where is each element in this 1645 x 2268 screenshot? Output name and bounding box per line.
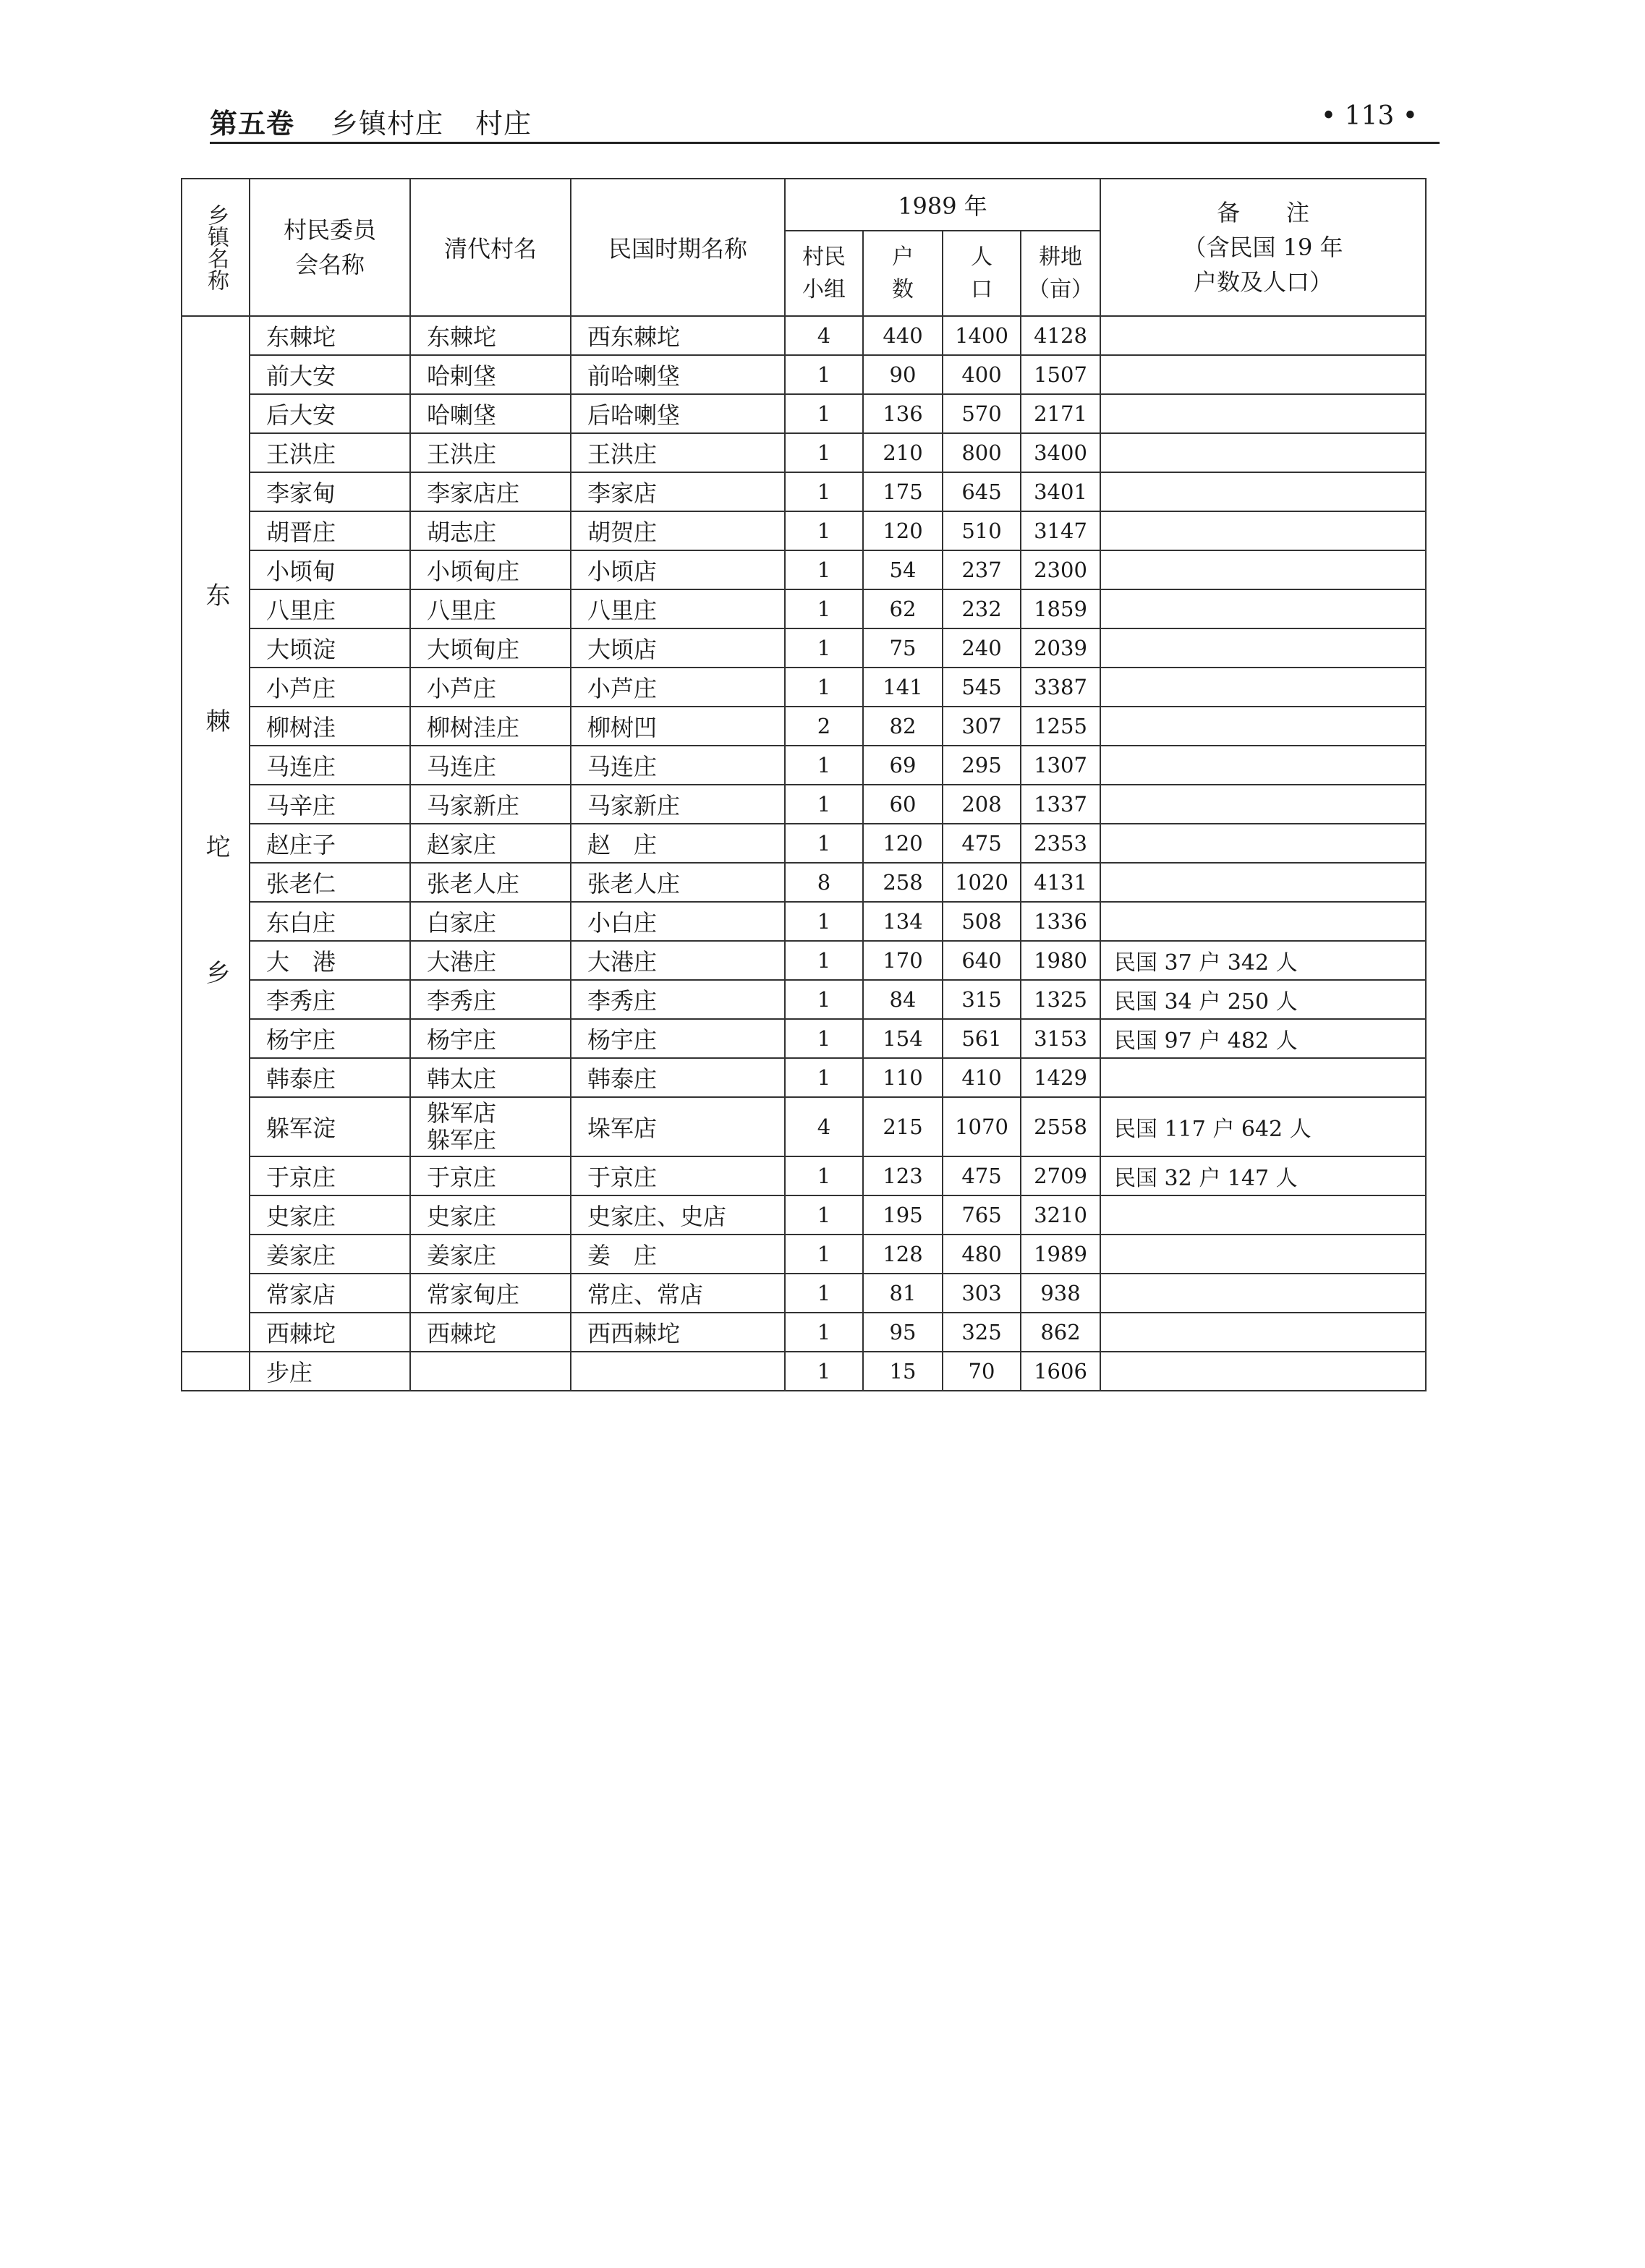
farmland-cell: 1255 [1021,707,1100,746]
remarks-column-header: 备 注 （含民国 19 年 户数及人口） [1100,179,1426,316]
population-cell: 325 [943,1313,1021,1352]
groups-cell: 1 [785,550,863,589]
qing-name-cell: 王洪庄 [410,433,571,472]
republic-name-cell: 马家新庄 [571,785,785,824]
remarks-cell [1100,863,1426,902]
farmland-cell: 1307 [1021,746,1100,785]
population-cell: 400 [943,355,1021,394]
qing-name-cell: 大港庄 [410,941,571,980]
households-cell: 215 [863,1097,943,1156]
groups-cell: 1 [785,1156,863,1195]
qing-name-cell: 李秀庄 [410,980,571,1019]
subsection-label: 村庄 [475,108,532,140]
committee-name-cell: 王洪庄 [250,433,410,472]
qing-name-cell: 白家庄 [410,902,571,941]
qing-name-cell: 柳树洼庄 [410,707,571,746]
farmland-cell: 4131 [1021,863,1100,902]
table-row [182,628,1426,668]
farmland-cell: 1336 [1021,902,1100,941]
groups-cell: 1 [785,1274,863,1313]
table-row [182,589,1426,628]
farmland-cell: 2353 [1021,824,1100,863]
population-cell: 765 [943,1195,1021,1235]
farmland-cell: 2039 [1021,628,1100,668]
population-cell: 410 [943,1058,1021,1097]
farmland-cell: 1989 [1021,1235,1100,1274]
table-row [182,1195,1426,1235]
committee-name-cell: 姜家庄 [250,1235,410,1274]
households-cell: 195 [863,1195,943,1235]
groups-cell: 1 [785,824,863,863]
header-rule [210,142,1440,144]
households-cell: 440 [863,316,943,355]
table-row [182,1235,1426,1274]
remarks-cell: 民国 32 户 147 人 [1100,1156,1426,1195]
farmland-cell: 1337 [1021,785,1100,824]
population-cell: 570 [943,394,1021,433]
committee-name-cell: 史家庄 [250,1195,410,1235]
population-cell: 295 [943,746,1021,785]
table-row [182,1352,1426,1391]
households-cell: 154 [863,1019,943,1058]
remarks-cell [1100,550,1426,589]
population-cell: 237 [943,550,1021,589]
qing-name-cell: 八里庄 [410,589,571,628]
remarks-cell [1100,472,1426,511]
households-cell: 15 [863,1352,943,1391]
table-row [182,707,1426,746]
republic-name-cell: 后哈喇垡 [571,394,785,433]
qing-name-cell [410,1352,571,1391]
volume-label: 第五卷 [210,107,295,140]
households-cell: 60 [863,785,943,824]
republic-name-cell: 胡贺庄 [571,511,785,550]
households-cell: 175 [863,472,943,511]
households-cell: 54 [863,550,943,589]
committee-name-cell: 马辛庄 [250,785,410,824]
groups-cell: 1 [785,433,863,472]
households-cell: 134 [863,902,943,941]
remarks-cell [1100,668,1426,707]
table-row [182,511,1426,550]
republic-name-cell: 小芦庄 [571,668,785,707]
qing-name-cell: 韩太庄 [410,1058,571,1097]
republic-name-cell: 于京庄 [571,1156,785,1195]
township-name-cell: 东棘坨乡 [182,316,250,1352]
running-title [210,101,532,141]
remarks-cell: 民国 37 户 342 人 [1100,941,1426,980]
remarks-cell: 民国 34 户 250 人 [1100,980,1426,1019]
committee-name-cell: 东白庄 [250,902,410,941]
committee-column-header: 村民委员 会名称 [250,179,410,316]
qing-name-cell: 赵家庄 [410,824,571,863]
farmland-cell: 1429 [1021,1058,1100,1097]
table-row [182,1313,1426,1352]
farmland-cell: 3210 [1021,1195,1100,1235]
groups-cell: 1 [785,628,863,668]
population-cell: 508 [943,902,1021,941]
groups-cell: 1 [785,1352,863,1391]
table-body [182,316,1426,1391]
table-row [182,824,1426,863]
republic-name-cell: 西东棘坨 [571,316,785,355]
population-cell: 645 [943,472,1021,511]
table-row [182,785,1426,824]
households-cell: 82 [863,707,943,746]
republic-name-cell: 杨宇庄 [571,1019,785,1058]
groups-cell: 4 [785,316,863,355]
village-table-container [181,178,1427,1391]
qing-name-cell: 杨宇庄 [410,1019,571,1058]
committee-name-cell: 小顷甸 [250,550,410,589]
households-cell: 81 [863,1274,943,1313]
republic-name-cell [571,1352,785,1391]
remarks-cell [1100,1235,1426,1274]
farmland-cell: 3153 [1021,1019,1100,1058]
table-row [182,1019,1426,1058]
committee-name-cell: 大顷淀 [250,628,410,668]
groups-cell: 1 [785,1235,863,1274]
table-row [182,355,1426,394]
population-cell: 545 [943,668,1021,707]
farmland-cell: 938 [1021,1274,1100,1313]
farmland-cell: 3401 [1021,472,1100,511]
farmland-cell: 4128 [1021,316,1100,355]
remarks-cell [1100,785,1426,824]
qing-name-cell: 张老人庄 [410,863,571,902]
republic-name-cell: 赵 庄 [571,824,785,863]
committee-name-cell: 李家甸 [250,472,410,511]
republic-name-cell: 张老人庄 [571,863,785,902]
groups-cell: 1 [785,785,863,824]
qing-name-cell: 于京庄 [410,1156,571,1195]
qing-name-cell: 哈剌垡 [410,355,571,394]
table-row [182,980,1426,1019]
committee-name-cell: 大 港 [250,941,410,980]
township-empty-cell [182,1352,250,1391]
qing-name-cell: 胡志庄 [410,511,571,550]
republic-name-cell: 大顷店 [571,628,785,668]
population-cell: 1070 [943,1097,1021,1156]
republic-name-cell: 八里庄 [571,589,785,628]
republic-name-cell: 小顷店 [571,550,785,589]
republic-name-cell: 韩泰庄 [571,1058,785,1097]
remarks-cell: 民国 117 户 642 人 [1100,1097,1426,1156]
republic-name-cell: 史家庄、史店 [571,1195,785,1235]
households-cell: 141 [863,668,943,707]
farmland-cell: 3147 [1021,511,1100,550]
remarks-cell [1100,746,1426,785]
remarks-cell: 民国 97 户 482 人 [1100,1019,1426,1058]
committee-name-cell: 后大安 [250,394,410,433]
groups-cell: 1 [785,668,863,707]
population-cell: 208 [943,785,1021,824]
households-cell: 69 [863,746,943,785]
qing-name-cell: 史家庄 [410,1195,571,1235]
section-label: 乡镇村庄 [331,108,444,140]
population-cell: 303 [943,1274,1021,1313]
remarks-cell [1100,1195,1426,1235]
republic-name-cell: 常庄、常店 [571,1274,785,1313]
population-cell: 475 [943,824,1021,863]
remarks-cell [1100,1274,1426,1313]
committee-name-cell: 胡晋庄 [250,511,410,550]
population-cell: 1400 [943,316,1021,355]
groups-cell: 1 [785,1195,863,1235]
remarks-cell [1100,1313,1426,1352]
committee-name-cell: 东棘坨 [250,316,410,355]
population-cell: 561 [943,1019,1021,1058]
republic-name-cell: 姜 庄 [571,1235,785,1274]
population-cell: 475 [943,1156,1021,1195]
table-row [182,433,1426,472]
population-cell: 70 [943,1352,1021,1391]
households-cell: 123 [863,1156,943,1195]
table-row [182,1058,1426,1097]
committee-name-cell: 柳树洼 [250,707,410,746]
qing-name-cell: 小芦庄 [410,668,571,707]
farmland-cell: 2300 [1021,550,1100,589]
village-table [181,178,1427,1391]
republic-name-cell: 马连庄 [571,746,785,785]
population-cell: 640 [943,941,1021,980]
population-cell: 1020 [943,863,1021,902]
households-cell: 95 [863,1313,943,1352]
farmland-cell: 1606 [1021,1352,1100,1391]
qing-name-cell: 躲军店 躲军庄 [410,1097,571,1156]
page-header [210,101,1440,145]
groups-cell: 1 [785,902,863,941]
farmland-column-header: 耕地 （亩） [1021,231,1100,316]
committee-name-cell: 小芦庄 [250,668,410,707]
republic-name-cell: 小白庄 [571,902,785,941]
remarks-cell [1100,628,1426,668]
page-number: • 113 • [1320,101,1418,131]
remarks-cell [1100,394,1426,433]
table-row [182,668,1426,707]
republic-name-cell: 西西棘坨 [571,1313,785,1352]
table-row [182,863,1426,902]
farmland-cell: 1980 [1021,941,1100,980]
population-cell: 800 [943,433,1021,472]
households-cell: 75 [863,628,943,668]
qing-name-cell: 李家店庄 [410,472,571,511]
table-row [182,316,1426,355]
qing-name-cell: 马家新庄 [410,785,571,824]
households-cell: 258 [863,863,943,902]
farmland-cell: 3400 [1021,433,1100,472]
groups-cell: 4 [785,1097,863,1156]
remarks-cell [1100,902,1426,941]
farmland-cell: 2558 [1021,1097,1100,1156]
committee-name-cell: 李秀庄 [250,980,410,1019]
farmland-cell: 1859 [1021,589,1100,628]
table-row [182,550,1426,589]
remarks-cell [1100,824,1426,863]
republic-name-cell: 垛军店 [571,1097,785,1156]
republic-name-cell: 王洪庄 [571,433,785,472]
republic-name-cell: 大港庄 [571,941,785,980]
households-cell: 110 [863,1058,943,1097]
table-row [182,902,1426,941]
table-row [182,941,1426,980]
table-row [182,1156,1426,1195]
remarks-cell [1100,355,1426,394]
households-cell: 120 [863,511,943,550]
groups-cell: 1 [785,980,863,1019]
population-cell: 240 [943,628,1021,668]
qing-name-cell: 姜家庄 [410,1235,571,1274]
remarks-cell [1100,589,1426,628]
groups-cell: 2 [785,707,863,746]
households-cell: 84 [863,980,943,1019]
population-column-header: 人 口 [943,231,1021,316]
republic-name-cell: 李秀庄 [571,980,785,1019]
remarks-cell [1100,511,1426,550]
farmland-cell: 3387 [1021,668,1100,707]
households-cell: 90 [863,355,943,394]
households-cell: 128 [863,1235,943,1274]
farmland-cell: 2171 [1021,394,1100,433]
households-cell: 120 [863,824,943,863]
population-cell: 307 [943,707,1021,746]
committee-name-cell: 躲军淀 [250,1097,410,1156]
qing-name-cell: 东棘坨 [410,316,571,355]
committee-name-cell: 前大安 [250,355,410,394]
republic-name-cell: 李家店 [571,472,785,511]
republic-column-header: 民国时期名称 [571,179,785,316]
households-cell: 170 [863,941,943,980]
committee-name-cell: 步庄 [250,1352,410,1391]
population-cell: 510 [943,511,1021,550]
republic-name-cell: 柳树凹 [571,707,785,746]
committee-name-cell: 西棘坨 [250,1313,410,1352]
remarks-cell [1100,433,1426,472]
table-row [182,394,1426,433]
groups-cell: 1 [785,941,863,980]
groups-cell: 1 [785,1058,863,1097]
committee-name-cell: 张老仁 [250,863,410,902]
population-cell: 315 [943,980,1021,1019]
population-cell: 480 [943,1235,1021,1274]
remarks-cell [1100,1058,1426,1097]
table-row [182,1274,1426,1313]
households-cell: 136 [863,394,943,433]
groups-cell: 1 [785,394,863,433]
qing-name-cell: 常家甸庄 [410,1274,571,1313]
groups-cell: 1 [785,1313,863,1352]
farmland-cell: 1507 [1021,355,1100,394]
qing-name-cell: 马连庄 [410,746,571,785]
remarks-cell [1100,1352,1426,1391]
groups-cell: 1 [785,472,863,511]
committee-name-cell: 于京庄 [250,1156,410,1195]
remarks-cell [1100,316,1426,355]
committee-name-cell: 八里庄 [250,589,410,628]
qing-column-header: 清代村名 [410,179,571,316]
qing-name-cell: 西棘坨 [410,1313,571,1352]
republic-name-cell: 前哈喇垡 [571,355,785,394]
households-column-header: 户 数 [863,231,943,316]
committee-name-cell: 马连庄 [250,746,410,785]
table-row [182,746,1426,785]
groups-cell: 1 [785,589,863,628]
households-cell: 62 [863,589,943,628]
groups-cell: 8 [785,863,863,902]
population-cell: 232 [943,589,1021,628]
farmland-cell: 1325 [1021,980,1100,1019]
groups-cell: 1 [785,511,863,550]
groups-column-header: 村民 小组 [785,231,863,316]
year-1989-header: 1989 年 [785,179,1100,231]
households-cell: 210 [863,433,943,472]
township-column-header: 乡镇名称 [182,179,250,316]
groups-cell: 1 [785,746,863,785]
committee-name-cell: 韩泰庄 [250,1058,410,1097]
table-row [182,472,1426,511]
farmland-cell: 862 [1021,1313,1100,1352]
qing-name-cell: 大顷甸庄 [410,628,571,668]
groups-cell: 1 [785,355,863,394]
committee-name-cell: 杨宇庄 [250,1019,410,1058]
farmland-cell: 2709 [1021,1156,1100,1195]
committee-name-cell: 常家店 [250,1274,410,1313]
qing-name-cell: 小顷甸庄 [410,550,571,589]
committee-name-cell: 赵庄子 [250,824,410,863]
qing-name-cell: 哈喇垡 [410,394,571,433]
groups-cell: 1 [785,1019,863,1058]
remarks-cell [1100,707,1426,746]
table-row [182,1097,1426,1156]
